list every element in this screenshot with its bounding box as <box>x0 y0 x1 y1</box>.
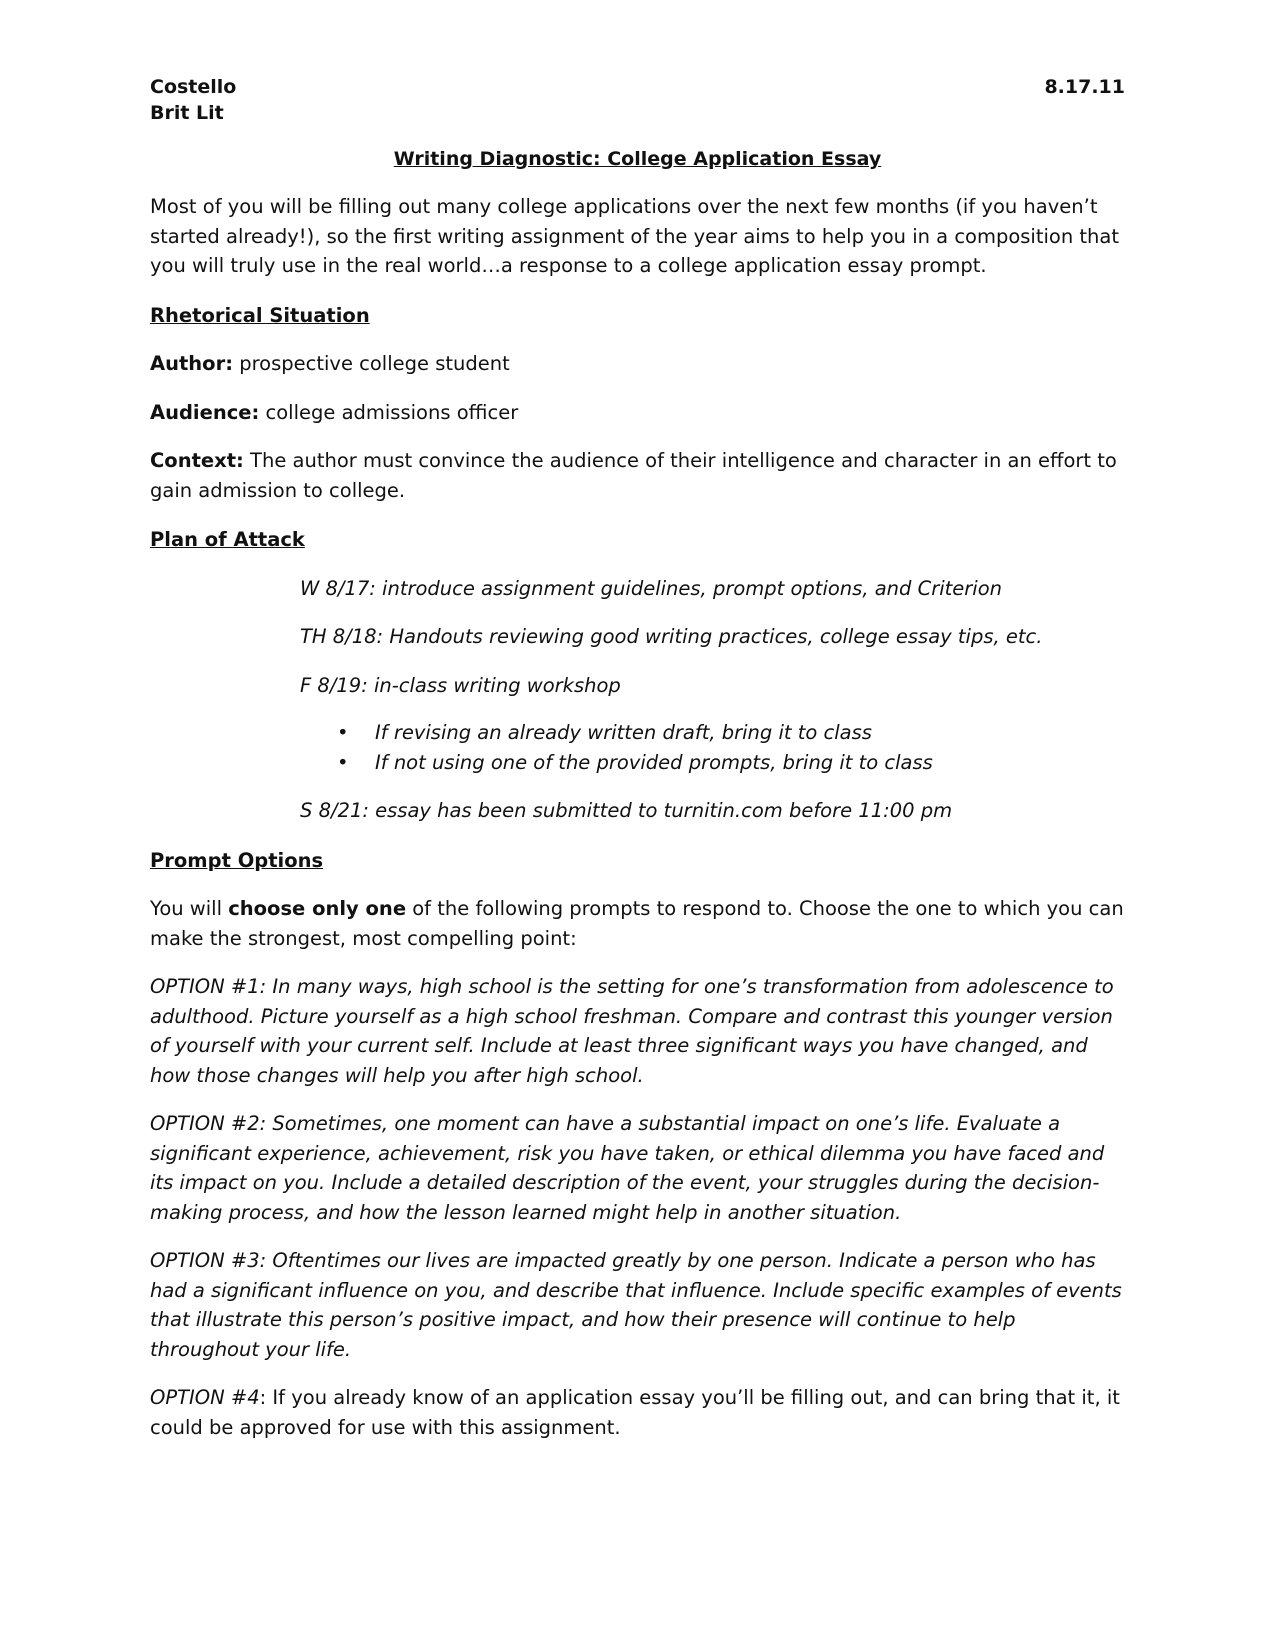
author-name: Costello <box>150 76 237 98</box>
context-label: Context: <box>150 449 244 472</box>
option-4-label: OPTION #4 <box>150 1386 260 1409</box>
prompt-intro-start: You will <box>150 897 229 920</box>
prompt-intro-end: of the following prompts to respond to. Choose the one to which you can make the strongest, most compelling point: <box>150 897 1124 950</box>
schedule-item: F 8/19: in-class writing workshop <box>300 673 621 697</box>
plan-of-attack-heading: Plan of Attack <box>150 528 305 551</box>
audience-label: Audience: <box>150 400 260 424</box>
rhetorical-situation-heading: Rhetorical Situation <box>150 303 370 327</box>
audience-field <box>150 398 1125 428</box>
option-1-paragraph: OPTION #1: In many ways, high school is the setting for one’s transformation from adolescence to adulthood. Picture yourself as a high school freshman. Compare and contrast this younger version of yourself with your current self. Include at least three significant ways you have changed, and how those changes will help you after high school. <box>150 975 1114 1087</box>
audience-value: college admissions officer <box>259 400 519 424</box>
context-value: The author must convince the audience of their intelligence and character in an effort to gain admission to college. <box>150 449 1117 502</box>
course-name: Brit Lit <box>150 102 224 124</box>
author-label: Author: <box>150 352 233 375</box>
document-date: 8.17.11 <box>1044 76 1125 98</box>
bullet-icon: • <box>337 721 349 744</box>
schedule-item: S 8/21: essay has been submitted to turnitin.com before 11:00 pm <box>300 799 953 822</box>
document-title: Writing Diagnostic: College Application Essay <box>393 148 882 170</box>
list-item <box>300 718 1125 748</box>
option-2-paragraph: OPTION #2: Sometimes, one moment can have a substantial impact on one’s life. Evaluate a significant experience, achievement, risk you have taken, or ethical dilemma you have faced and its impact on you. Include a detailed description of the event, your struggles during the decision-making process, and how the lesson learned might help in another situation. <box>150 1112 1105 1224</box>
bullet-icon: • <box>337 750 349 774</box>
list-item <box>300 748 1125 778</box>
option-4-paragraph <box>150 1383 1125 1442</box>
prompt-intro-emphasis: choose only one <box>228 897 407 920</box>
prompt-options-heading: Prompt Options <box>150 848 324 872</box>
document-page <box>150 74 1125 1442</box>
author-field <box>150 349 1125 379</box>
schedule-item: TH 8/18: Handouts reviewing good writing practices, college essay tips, etc. <box>300 625 1043 648</box>
prompt-intro-paragraph <box>150 894 1125 953</box>
author-value: prospective college student <box>233 352 510 375</box>
list-item-text: If not using one of the provided prompts, bring it to class <box>375 750 933 774</box>
list-item-text: If revising an already written draft, bring it to class <box>375 721 872 744</box>
plan-schedule <box>300 574 1125 826</box>
context-field <box>150 446 1125 505</box>
option-3-paragraph: OPTION #3: Oftentimes our lives are impacted greatly by one person. Indicate a person who has had a significant influence on you, and describe that influence. Include specific examples of events that illustrate this person’s positive impact, and how their presence will continue to help throughout your life. <box>150 1249 1122 1361</box>
option-4-text: : If you already know of an application essay you’ll be filling out, and can bring that it, it could be approved for use with this assignment. <box>150 1386 1120 1439</box>
intro-paragraph: Most of you will be filling out many college applications over the next few months (if you haven’t started already!), so the first writing assignment of the year aims to help you in a composition that you will truly use in the real world…a response to a college application essay prompt. <box>150 195 1120 277</box>
workshop-bullet-list <box>300 718 1125 777</box>
schedule-item: W 8/17: introduce assignment guidelines, prompt options, and Criterion <box>300 576 1003 600</box>
document-header <box>150 74 1125 100</box>
